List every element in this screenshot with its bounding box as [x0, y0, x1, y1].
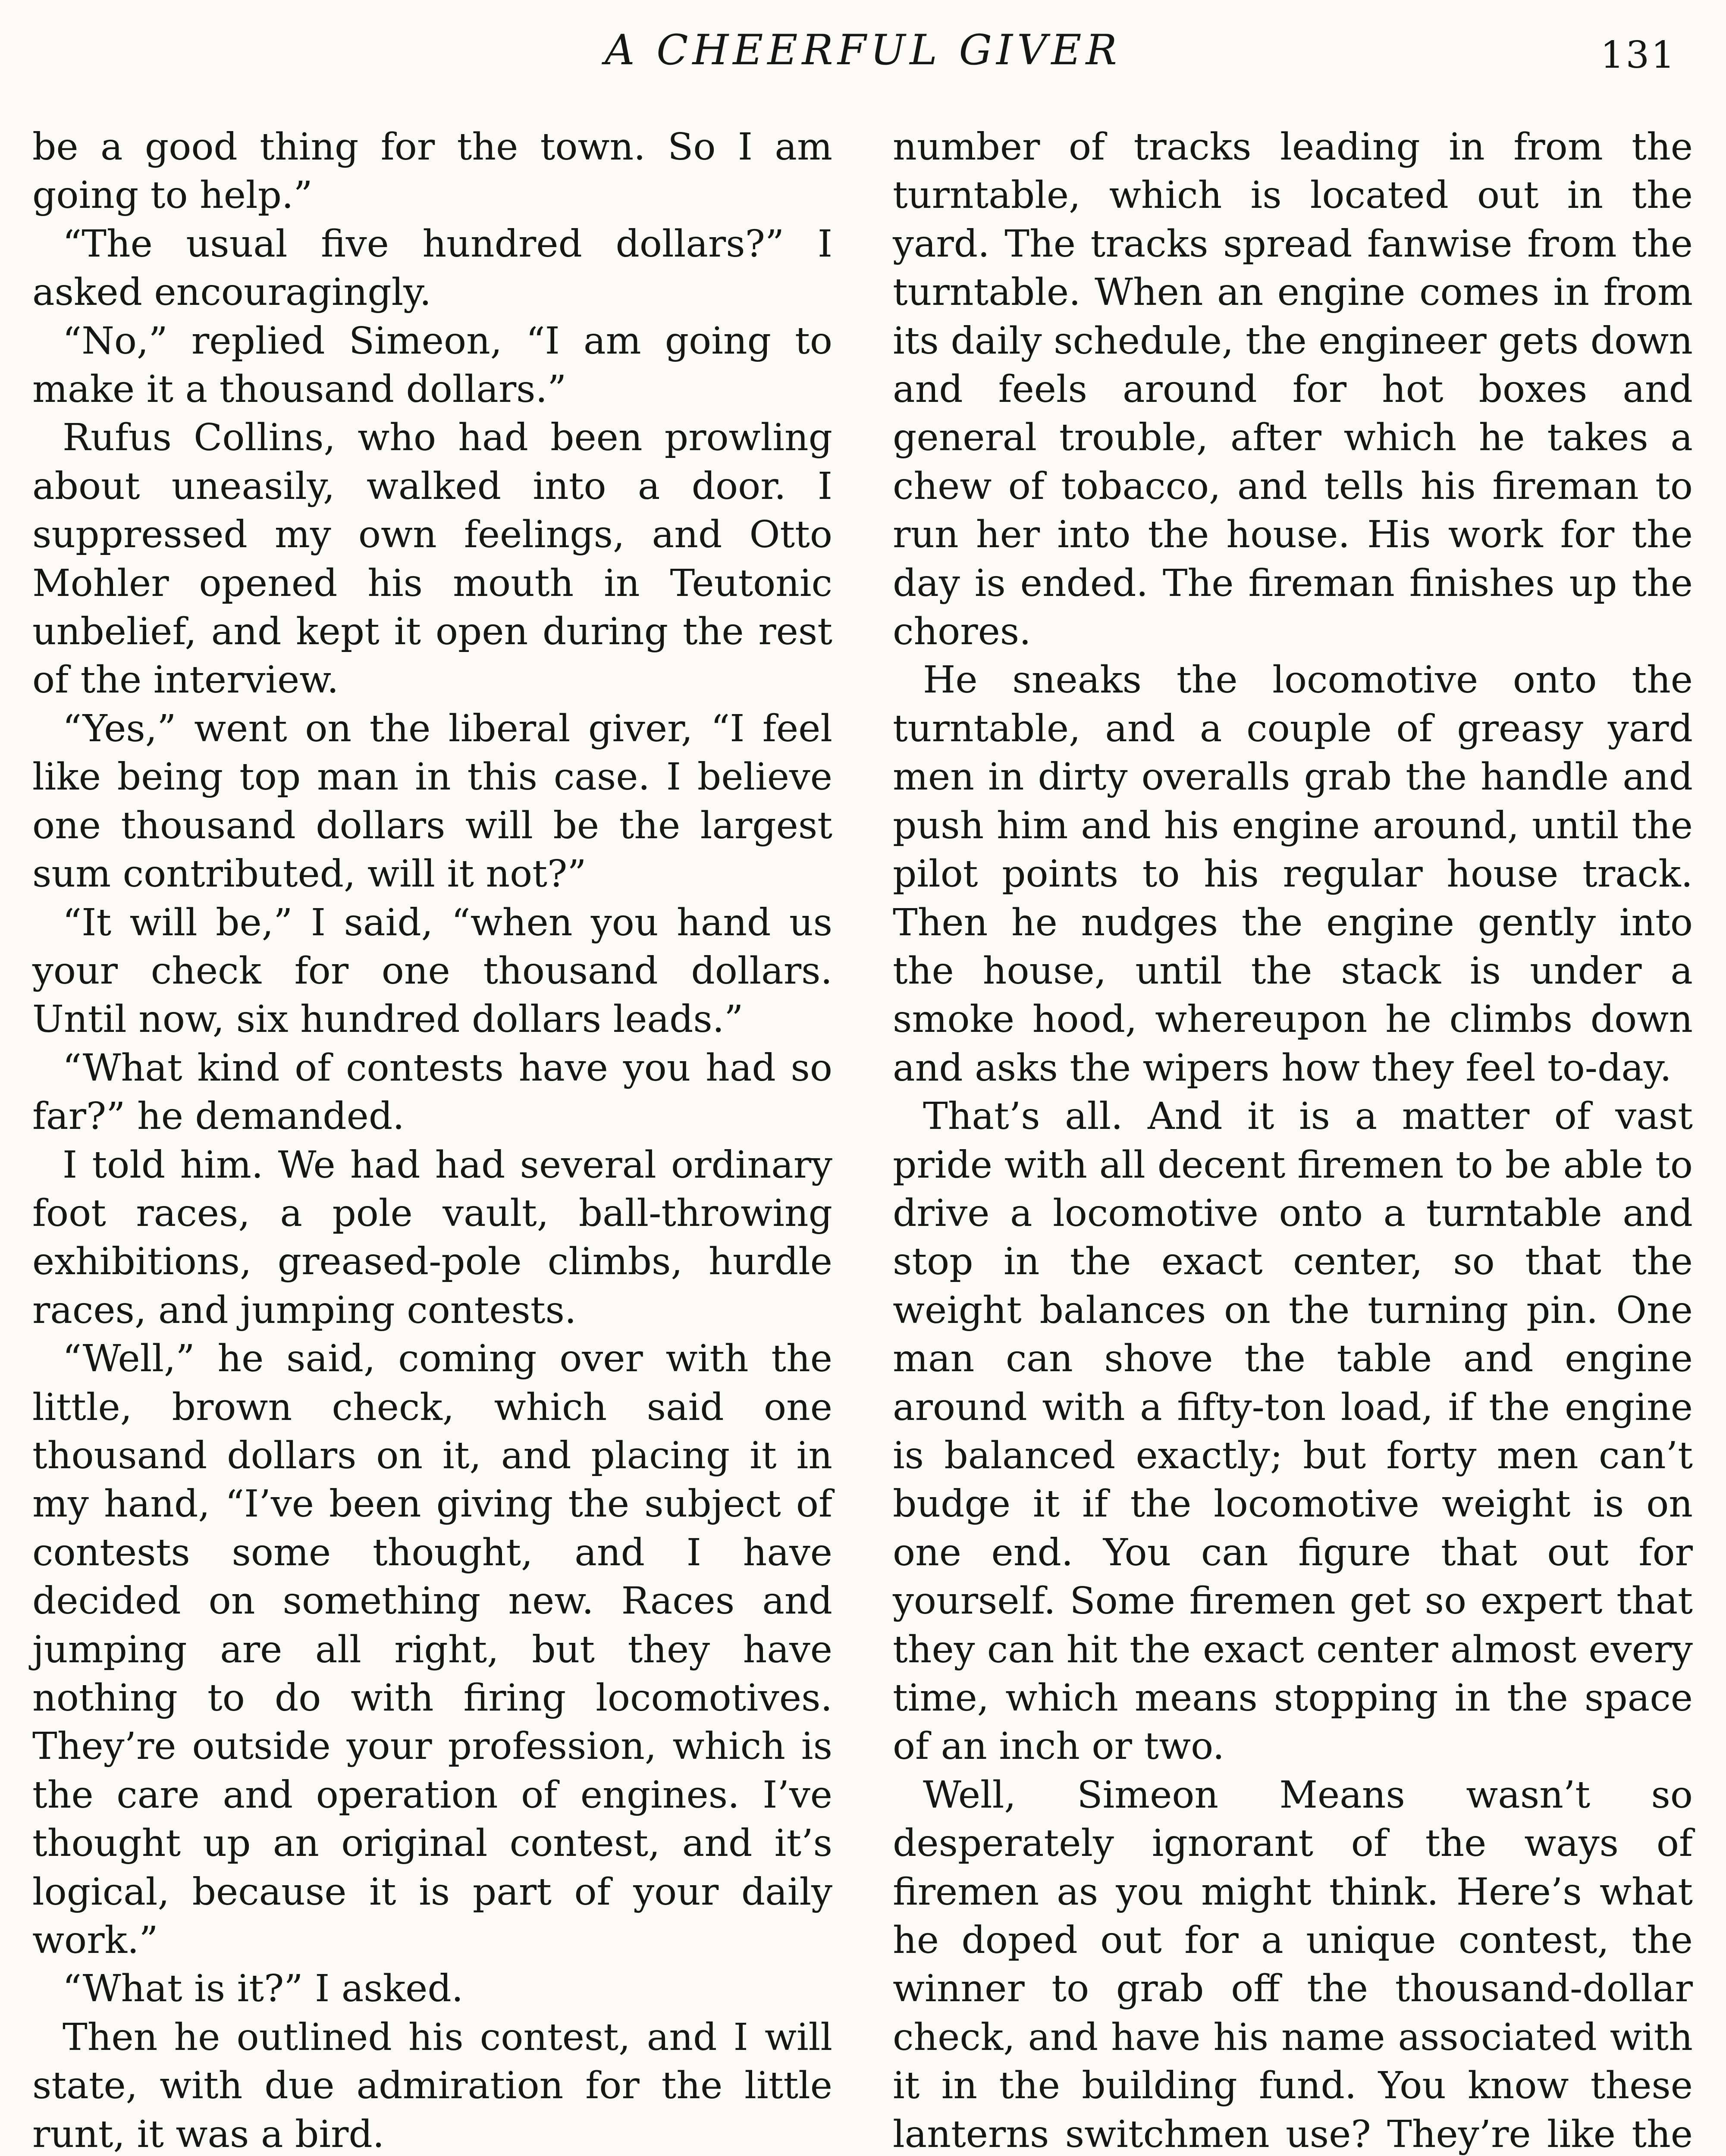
right-text-column — [893, 123, 1693, 2156]
paragraph: Rufus Collins, who had been prowling about uneasily, walked into a door. I suppressed my own feelings, and Otto Mohler opened his mouth in Teutonic unbelief, and kept it open during the rest of the interview. — [32, 416, 832, 702]
paragraph: Well, Simeon Means wasn’t so desperately ignorant of the ways of firemen as you might think. Here’s what he doped out for a unique contest, the winner to grab off the thousand-dollar check, and have his name associated with it in the building fund. You know these lanterns switchmen use? They’re like the — [893, 1773, 1693, 2156]
page-number: 131 — [1600, 34, 1676, 77]
paragraph: “The usual five hundred dollars?” I asked encouragingly. — [32, 222, 832, 314]
paragraph: Then he outlined his contest, and I will state, with due admiration for the little runt, it was a bird. — [32, 2015, 832, 2156]
paragraph: I told him. We had had several ordinary foot races, a pole vault, ball-throwing exhibitions, greased-pole climbs, hurdle races, and jumping contests. — [32, 1143, 832, 1332]
paragraph: “Yes,” went on the liberal giver, “I feel like being top man in this case. I believe one thousand dollars will be the largest sum contributed, will it not?” — [32, 707, 832, 896]
left-text-column — [32, 123, 832, 2156]
paragraph: “It will be,” I said, “when you hand us your check for one thousand dollars. Until now, six hundred dollars leads.” — [32, 901, 832, 1041]
paragraph: be a good thing for the town. So I am going to help.” — [32, 125, 832, 217]
paragraph: “What is it?” I asked. — [63, 1967, 464, 2011]
paragraph: “What kind of contests have you had so far?” he demanded. — [32, 1046, 832, 1138]
paragraph: He sneaks the locomotive onto the turntable, and a couple of greasy yard men in dirty overalls grab the handle and push him and his engine around, until the pilot points to his regular house track. Then he nudges the engine gently into the house, until the stack is under a smoke hood, whereupon he climbs down and asks the wipers how they feel to-day. — [893, 658, 1693, 1090]
paragraph: “No,” replied Simeon, “I am going to make it a thousand dollars.” — [32, 319, 832, 411]
running-head-title: A CHEERFUL GIVER — [605, 26, 1121, 74]
paragraph: “Well,” he said, coming over with the little, brown check, which said one thousand dollars on it, and placing it in my hand, “I’ve been giving the subject of contests some thought, and I have decided on something new. Races and jumping are all right, but they have nothing to do with firing locomotives. They’re outside your profession, which is the care and operation of engines. I’ve thought up an original contest, and it’s logical, because it is part of your daily work.” — [32, 1337, 832, 1962]
paragraph: number of tracks leading in from the turntable, which is located out in the yard. The tracks spread fanwise from the turntable. When an engine comes in from its daily schedule, the engineer gets down and feels around for hot boxes and general trouble, after which he takes a chew of tobacco, and tells his fireman to run her into the house. His work for the day is ended. The fireman finishes up the chores. — [893, 125, 1693, 654]
paragraph: That’s all. And it is a matter of vast pride with all decent firemen to be able to drive a locomotive onto a turntable and stop in the exact center, so that the weight balances on the turning pin. One man can shove the table and engine around with a fifty-ton load, if the engine is balanced exactly; but forty men can’t budge it if the locomotive weight is on one end. You can figure that out for yourself. Some firemen get so expert that they can hit the exact center almost every time, which means stopping in the space of an inch or two. — [893, 1095, 1693, 1768]
